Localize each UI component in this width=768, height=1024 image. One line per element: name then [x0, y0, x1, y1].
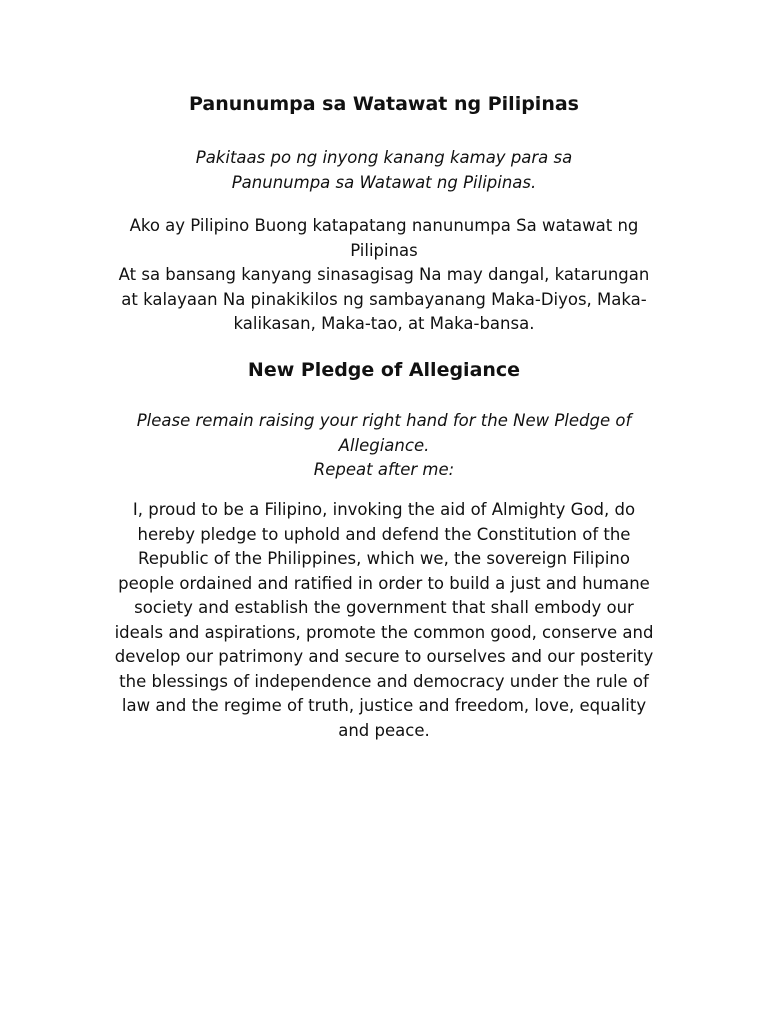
section2-pledge-line: society and establish the government that shall embody our — [134, 598, 634, 617]
section1-pledge-line: Pilipinas — [350, 240, 418, 260]
section1-instruction-line: Pakitaas po ng inyong kanang kamay para sa — [195, 148, 573, 167]
section1-instruction — [196, 146, 573, 195]
section1-title: Panunumpa sa Watawat ng Pilipinas — [189, 93, 579, 115]
section2-pledge-line: and peace. — [338, 720, 430, 740]
section2-pledge-line: hereby pledge to uphold and defend the Constitution of the — [137, 524, 631, 544]
section1-pledge-line: At sa bansang kanyang sinasagisag Na may dangal, katarungan — [118, 265, 650, 284]
section2-pledge-line: develop our patrimony and secure to ourselves and our posterity — [114, 647, 654, 666]
section1-pledge-line: kalikasan, Maka-tao, at Maka-bansa. — [233, 314, 535, 333]
section1-instruction-line: Panunumpa sa Watawat ng Pilipinas. — [231, 172, 537, 192]
section2-title: New Pledge of Allegiance — [247, 359, 521, 381]
section1-pledge-line: at kalayaan Na pinakikilos ng sambayanang Maka-Diyos, Maka- — [121, 289, 647, 309]
section2-pledge — [115, 498, 654, 743]
section2-pledge-line: law and the regime of truth, justice and freedom, love, equality — [121, 696, 647, 715]
section2-instruction-line: Allegiance. — [338, 435, 430, 455]
section2-pledge-line: Republic of the Philippines, which we, the sovereign Filipino — [137, 549, 630, 568]
section1-pledge-line: Ako ay Pilipino Buong katapatang nanunumpa Sa watawat ng — [129, 216, 639, 235]
section1-pledge — [119, 214, 650, 337]
section2-pledge-line: people ordained and ratified in order to build a just and humane — [118, 573, 650, 593]
section2-pledge-line: I, proud to be a Filipino, invoking the aid of Almighty God, do — [132, 500, 636, 519]
section2-pledge-line: the blessings of independence and democracy under the rule of — [119, 671, 649, 691]
section2-pledge-line: ideals and aspirations, promote the common good, conserve and — [114, 622, 654, 642]
section2-instruction-line: Repeat after me: — [313, 460, 455, 479]
section2-instruction — [137, 409, 632, 483]
section2-instruction-line: Please remain raising your right hand for the New Pledge of — [136, 411, 632, 430]
